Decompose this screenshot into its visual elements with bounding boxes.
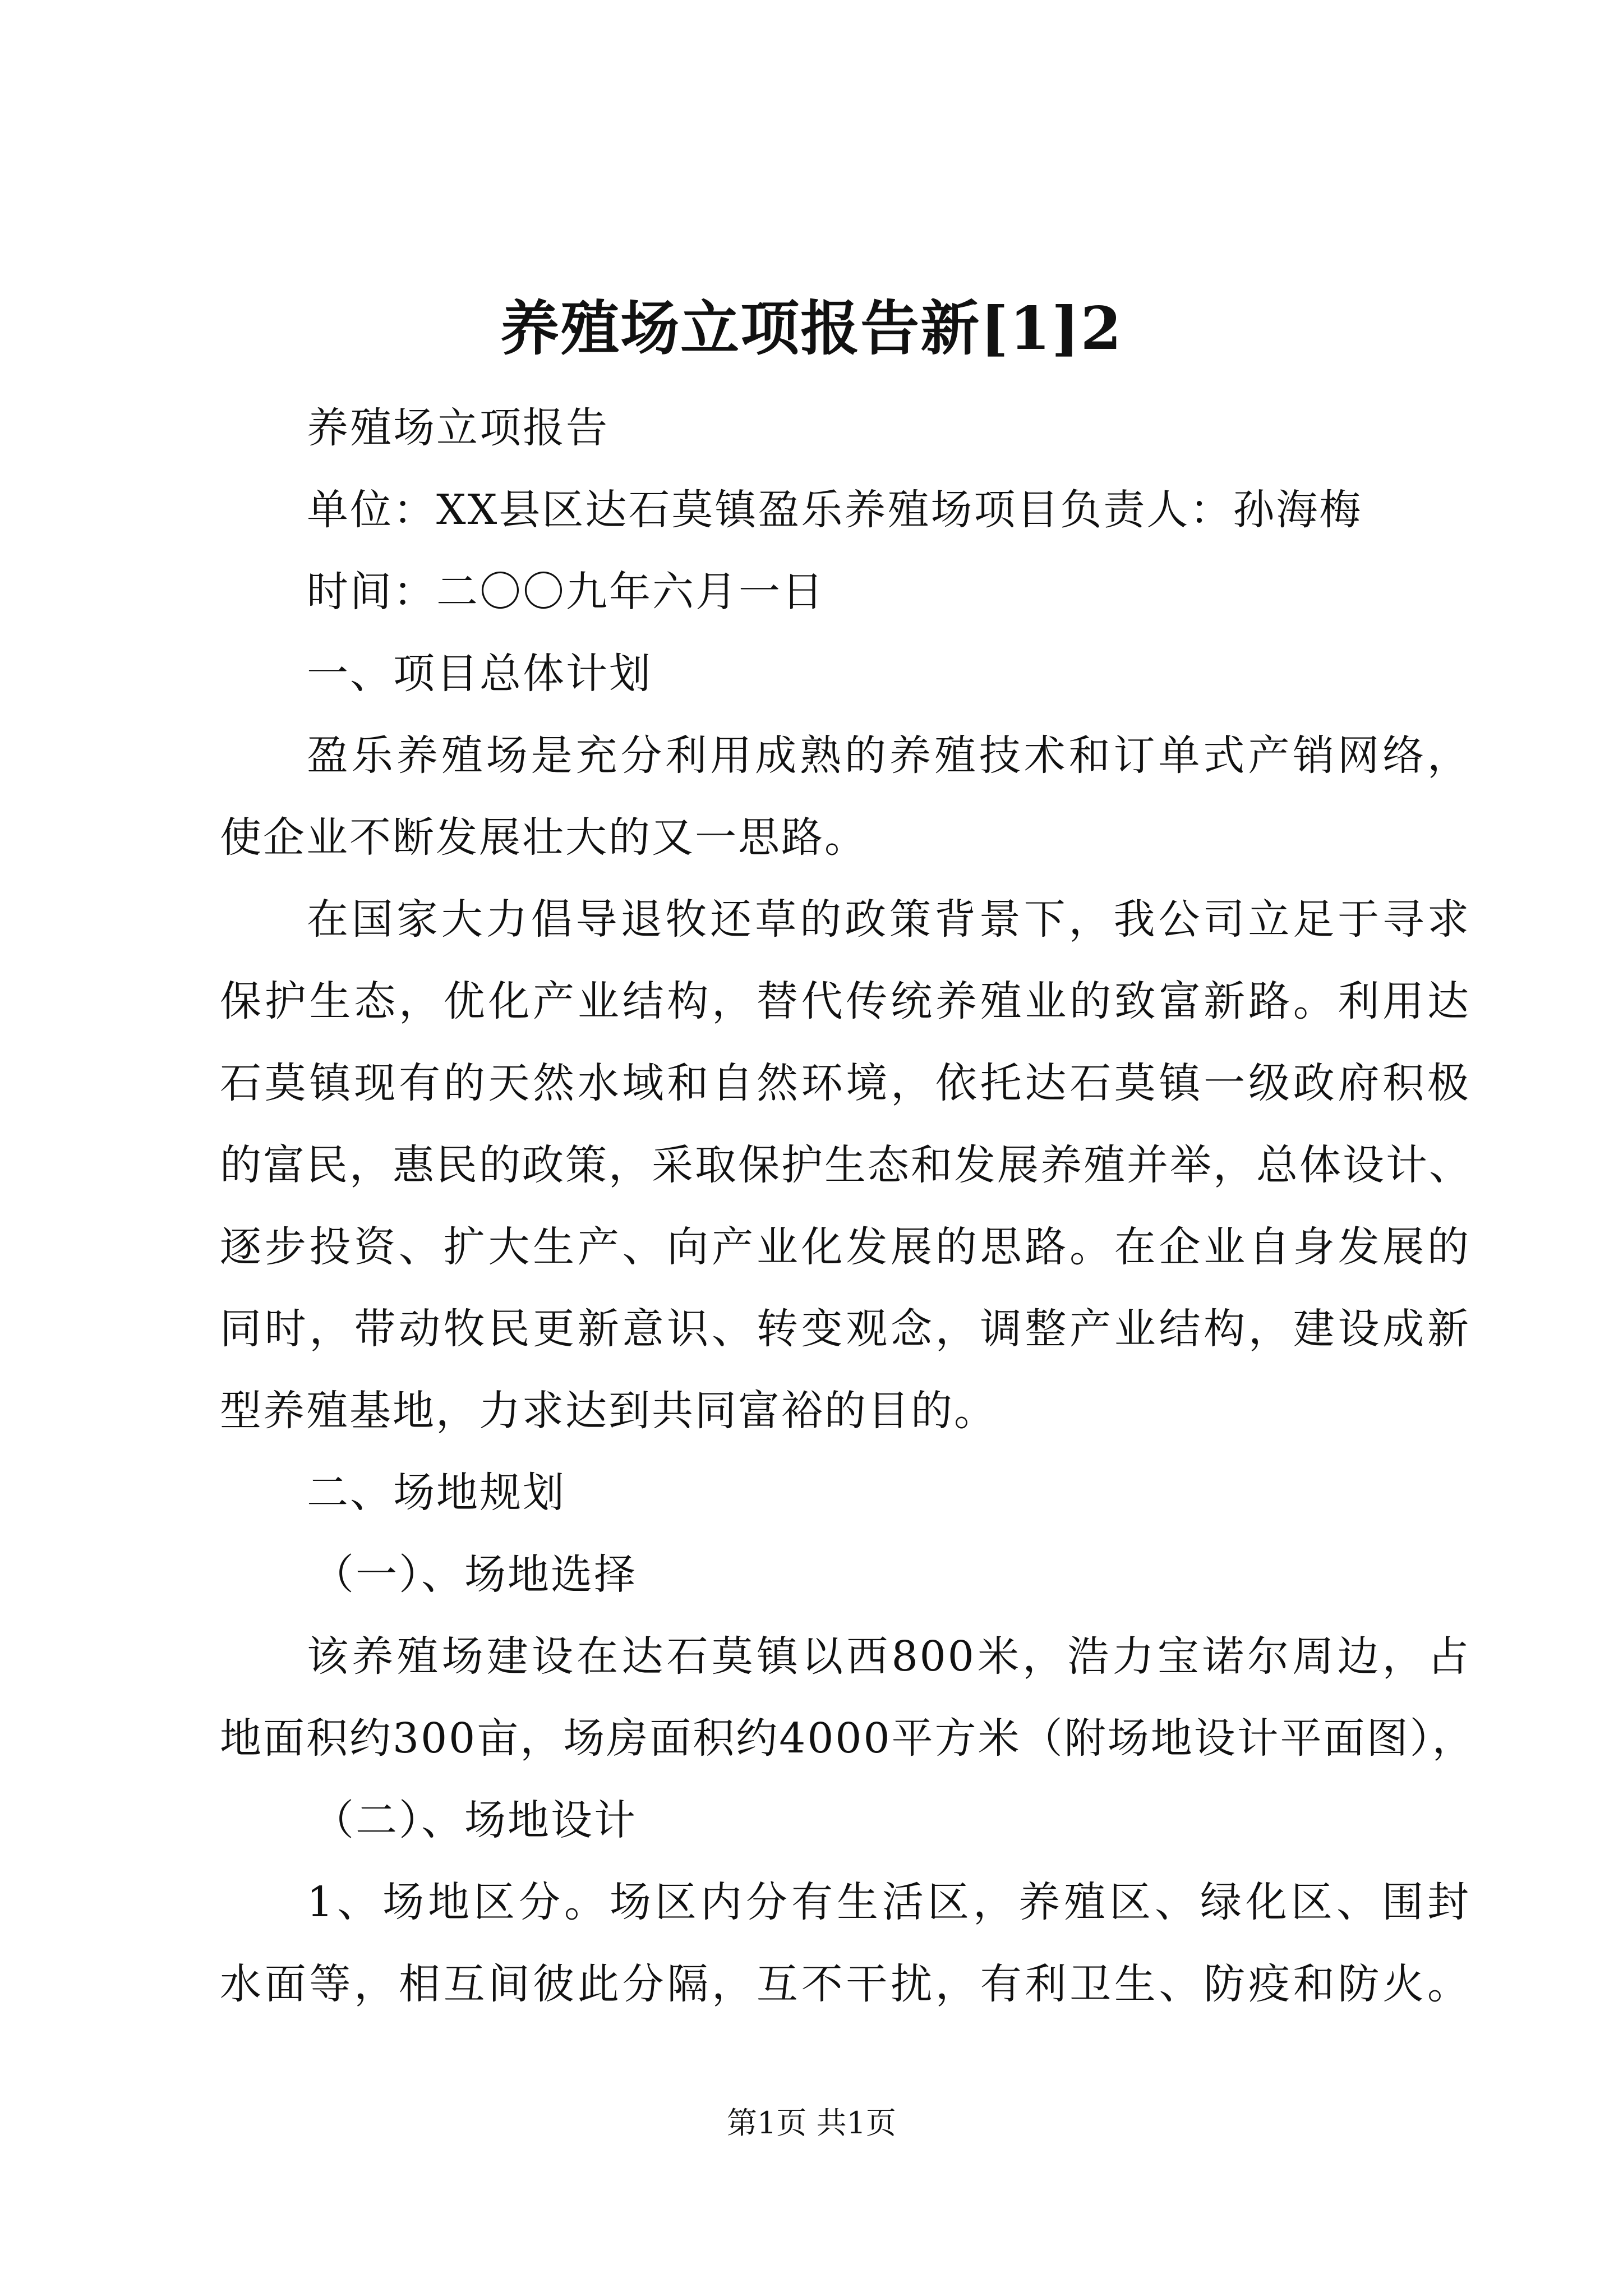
document-title: 养殖场立项报告新[1]2 <box>500 293 1123 363</box>
paragraph-line: 水面等，相互间彼此分隔，互不干扰，有利卫生、防疫和防火。 <box>220 1960 1470 2008</box>
subsection-heading: （二）、场地设计 <box>312 1796 637 1844</box>
paragraph-line: 型养殖基地，力求达到共同富裕的目的。 <box>220 1387 997 1435</box>
document-body <box>220 387 1476 2025</box>
section-heading: 一、项目总体计划 <box>307 650 652 698</box>
paragraph-line: 在国家大力倡导退牧还草的政策背景下，我公司立足于寻求 <box>307 895 1470 944</box>
section-heading: 二、场地规划 <box>307 1469 566 1517</box>
page-footer: 第1页 共1页 <box>727 2105 896 2141</box>
paragraph-line: 1、场地区分。场区内分有生活区，养殖区、绿化区、围封 <box>307 1878 1470 1926</box>
subsection-heading: （一）、场地选择 <box>312 1550 637 1599</box>
paragraph-line: 同时，带动牧民更新意识、转变观念，调整产业结构，建设成新 <box>220 1305 1470 1353</box>
paragraph-line: 逐步投资、扩大生产、向产业化发展的思路。在企业自身发展的 <box>220 1223 1470 1271</box>
unit-line: 单位：XX县区达石莫镇盈乐养殖场项目负责人：孙海梅 <box>307 486 1363 534</box>
paragraph-line: 保护生态，优化产业结构，替代传统养殖业的致富新路。利用达 <box>220 977 1470 1025</box>
paragraph-line: 该养殖场建设在达石莫镇以西800米，浩力宝诺尔周边，占 <box>307 1632 1470 1681</box>
subtitle-line: 养殖场立项报告 <box>307 404 609 452</box>
paragraph-line: 的富民，惠民的政策，采取保护生态和发展养殖并举，总体设计、 <box>220 1141 1472 1189</box>
date-line: 时间：二〇〇九年六月一日 <box>307 568 825 616</box>
paragraph-line: 地面积约300亩，场房面积约4000平方米（附场地设计平面图）， <box>220 1714 1476 1763</box>
paragraph-line: 盈乐养殖场是充分利用成熟的养殖技术和订单式产销网络， <box>307 731 1470 780</box>
paragraph-line: 石莫镇现有的天然水域和自然环境，依托达石莫镇一级政府积极 <box>220 1059 1470 1107</box>
paragraph-line: 使企业不断发展壮大的又一思路。 <box>220 813 868 862</box>
